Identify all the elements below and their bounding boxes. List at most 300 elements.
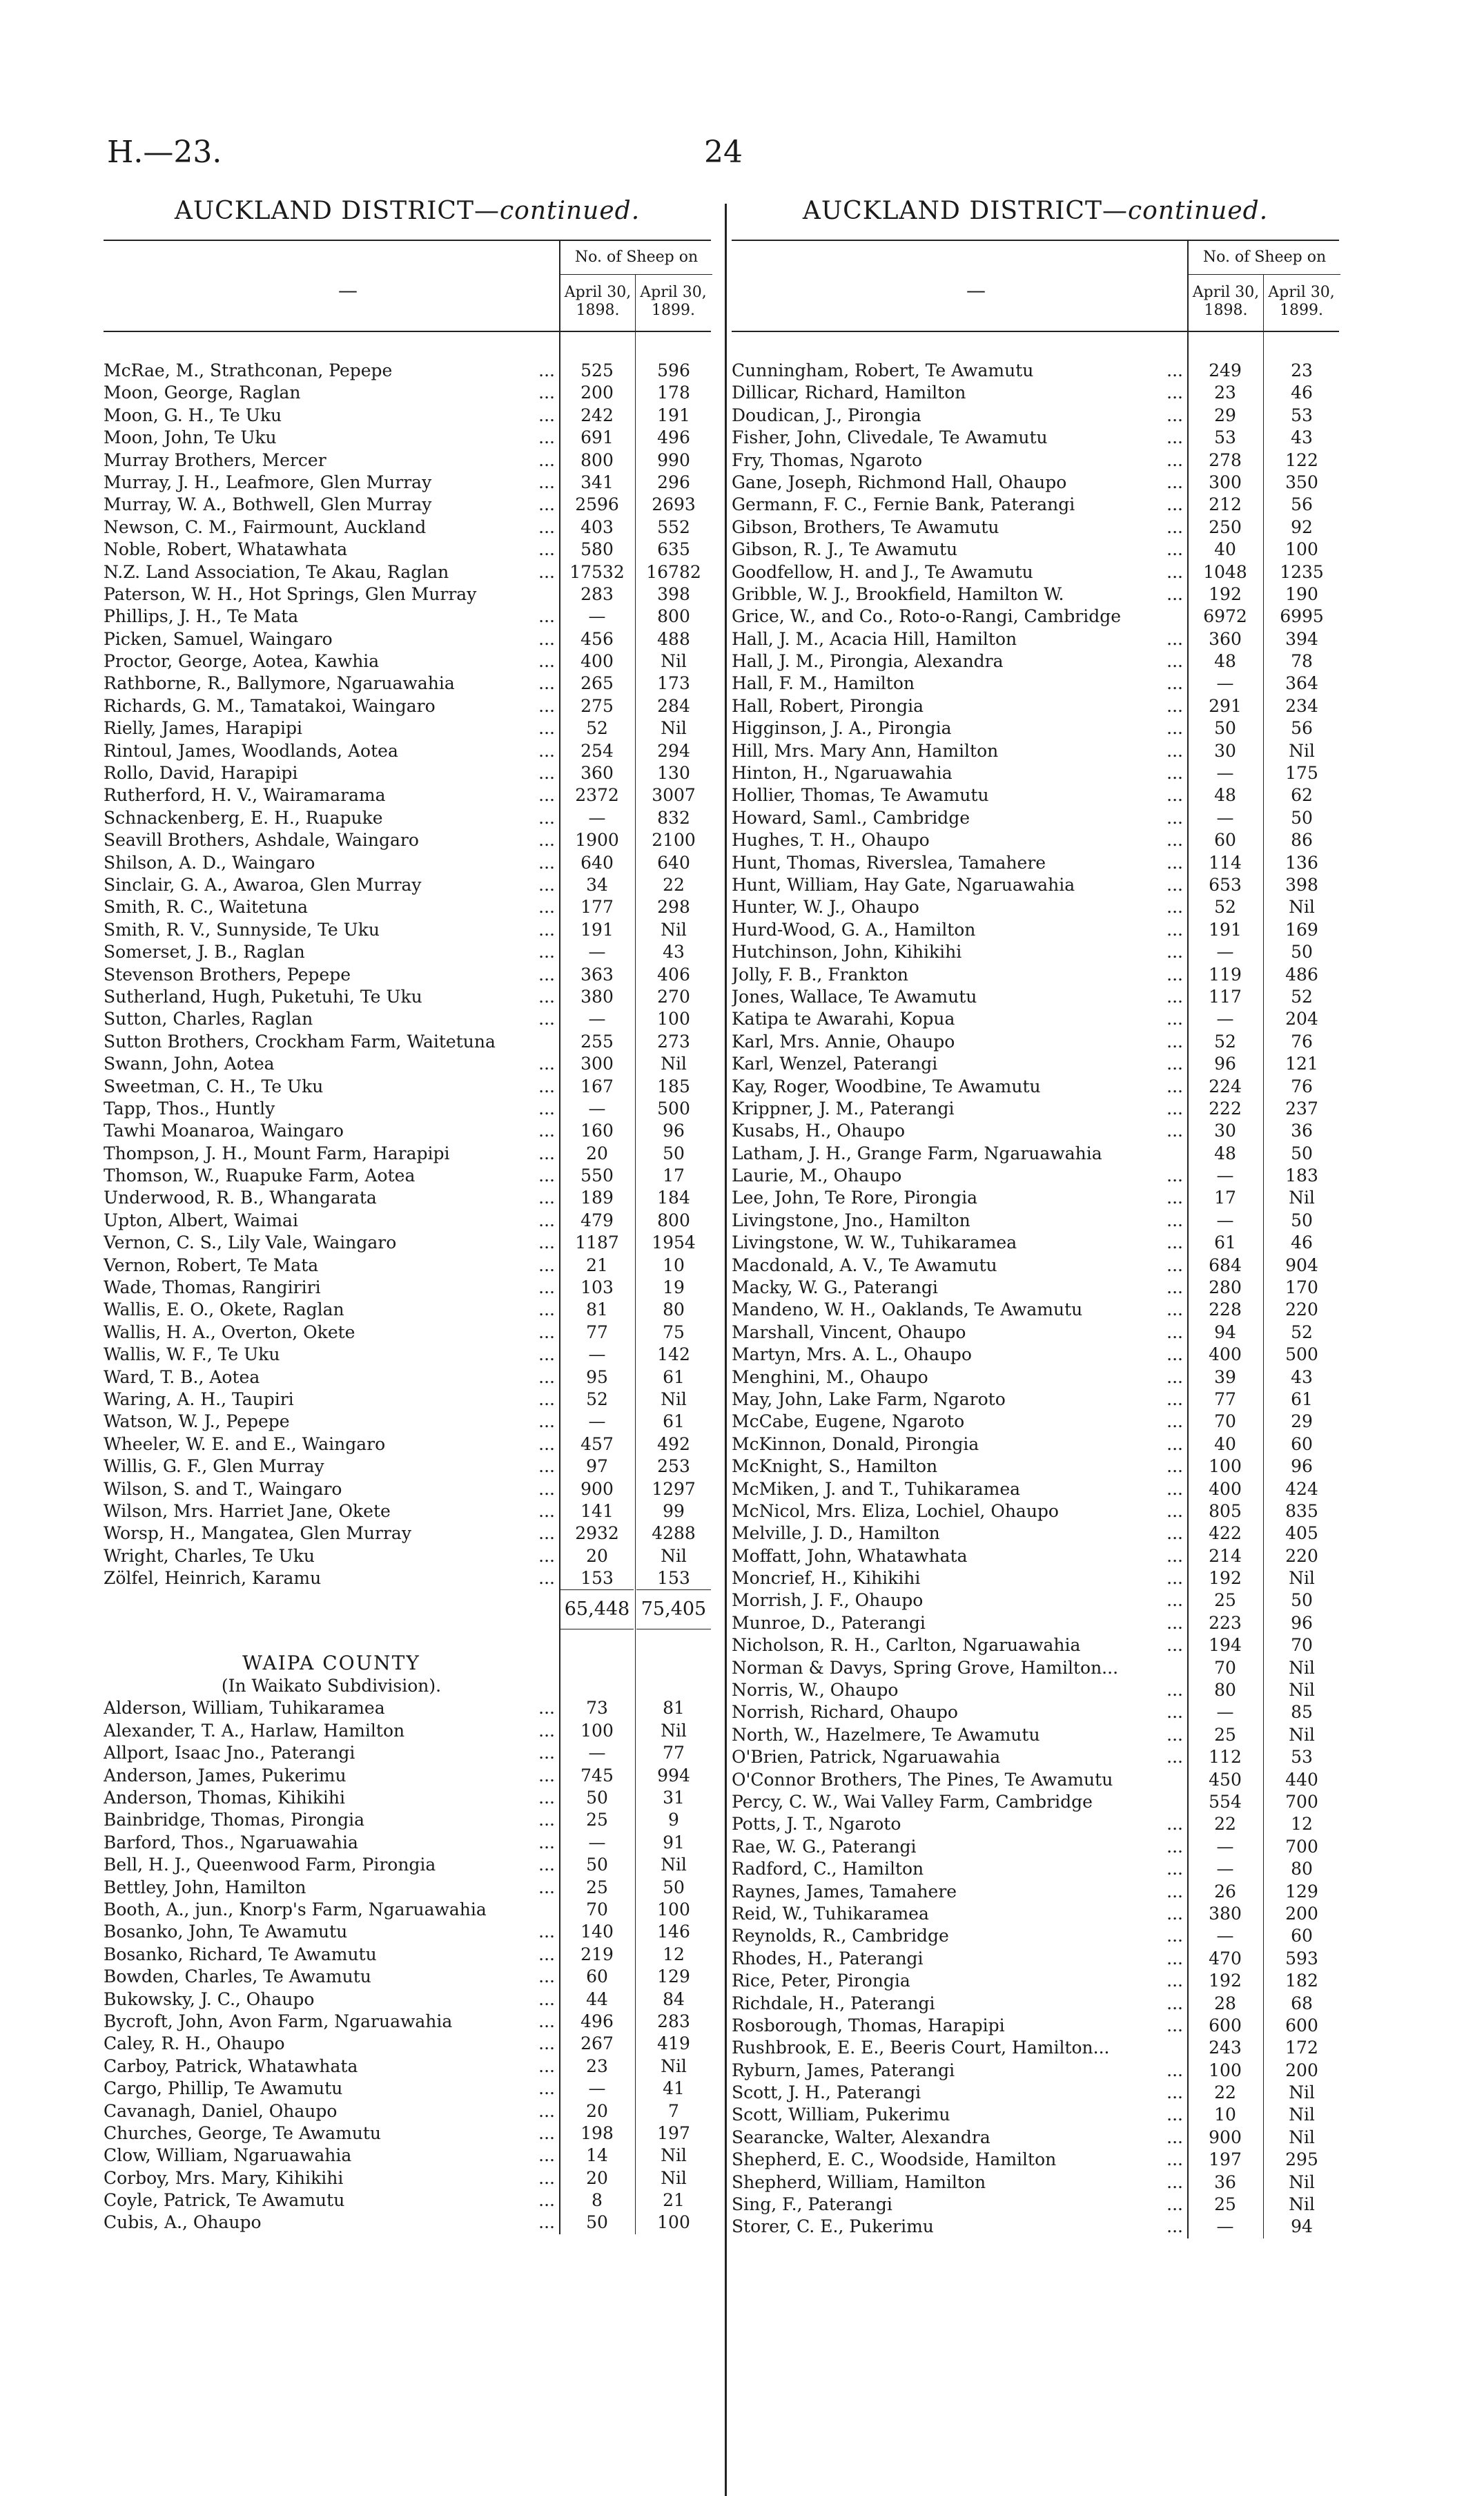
sheep-1898: 40 [1214,539,1236,560]
sheep-1898: 34 [586,874,608,895]
table-row [732,1769,1339,1791]
owner-name: Bell, H. J., Queenwood Farm, Pirongia [104,1855,436,1875]
owner-name: Ryburn, James, Paterangi [732,2060,955,2080]
owner-name: Ward, T. B., Aotea [104,1366,260,1387]
sheep-1899: Nil [661,919,687,940]
sheep-1899: 294 [657,740,690,761]
table-row [104,2145,711,2167]
leader-dots: ... [538,1832,555,1852]
leader-dots: ... [1166,942,1183,962]
leader-dots: ... [538,1143,555,1163]
sheep-1899: 53 [1291,1747,1313,1768]
sheep-1898: 198 [580,2122,614,2143]
sheep-1898: 8 [592,2190,603,2211]
sheep-1898: — [1216,2216,1234,2237]
table-row [104,1411,711,1433]
owner-name: Sweetman, C. H., Te Uku [104,1076,324,1096]
owner-name: Cavanagh, Daniel, Ohaupo [104,2100,338,2121]
owner-name: Bowden, Charles, Te Awamutu [104,1966,371,1987]
leader-dots: ... [1166,1993,1183,2013]
table-row [732,1120,1339,1142]
sheep-1899: Nil [661,1545,687,1566]
leader-dots: ... [1166,1568,1183,1589]
sheep-1898: 192 [1209,1568,1242,1589]
sheep-1898: 191 [1209,919,1242,940]
owner-name: Somerset, J. B., Raglan [104,942,305,962]
table-row [732,1187,1339,1209]
sheep-1899: 92 [1291,516,1313,537]
leader-dots: ... [538,606,555,627]
page-number: 24 [704,135,743,170]
owner-name: Wallis, H. A., Overton, Okete [104,1322,355,1342]
leader-dots: ... [1166,874,1183,895]
owner-name: Hollier, Thomas, Te Awamutu [732,785,989,806]
table-row [732,1679,1339,1701]
leader-dots: ... [1166,1411,1183,1432]
leader-dots: ... [1166,1680,1183,1701]
table-row [104,986,711,1008]
leader-dots: ... [538,2145,555,2166]
owner-name: Caley, R. H., Ohaupo [104,2033,285,2054]
sheep-1899: 81 [663,1698,685,1719]
sheep-1898: 17 [1214,1188,1236,1208]
table-row [732,1589,1339,1612]
sheep-1898: 25 [1214,1590,1236,1611]
sheep-1898: 48 [1214,1143,1236,1163]
owner-name: N.Z. Land Association, Te Akau, Raglan [104,561,449,582]
sheep-1899: 200 [1285,1903,1318,1924]
table-row [732,986,1339,1008]
sheep-1898: 684 [1209,1255,1242,1275]
table-row [732,1008,1339,1030]
leader-dots: ... [538,2190,555,2211]
leader-dots: ... [538,740,555,761]
owner-name: Hall, J. M., Pirongia, Alexandra [732,651,1004,672]
sheep-1898: 283 [580,583,614,604]
table-row [104,583,711,606]
sheep-1898: 25 [586,1810,608,1830]
table-row [732,673,1339,695]
table-row [732,740,1339,762]
sheep-1898: 496 [580,2011,614,2031]
sheep-1899: 172 [1285,2038,1318,2058]
leader-dots: ... [1166,1121,1183,1141]
leader-dots: ... [1166,1881,1183,1902]
sheep-1899: Nil [661,1855,687,1875]
sheep-1899: 50 [1291,1143,1313,1163]
sheep-1899: 100 [657,2212,690,2233]
table-row [732,1634,1339,1656]
sheep-1898: 212 [1209,494,1242,515]
owner-name: North, W., Hazelmere, Te Awamutu [732,1724,1040,1745]
sheep-1899: 62 [1291,785,1313,806]
table-row [104,1455,711,1478]
owner-name: Wade, Thomas, Rangiriri [104,1277,321,1298]
owner-name: Scott, William, Pukerimu [732,2105,950,2125]
owner-name: Hughes, T. H., Ohaupo [732,830,930,851]
leader-dots: ... [538,942,555,962]
table-row [732,2194,1339,2216]
leader-dots: ... [538,1500,555,1521]
table-row [732,1277,1339,1299]
owner-name: Laurie, M., Ohaupo [732,1165,902,1186]
leader-dots: ... [538,1009,555,1029]
sheep-1899: 43 [1291,427,1313,448]
owner-name: Moon, George, Raglan [104,383,301,403]
sheep-1898: 479 [580,1210,614,1230]
leader-dots: ... [1166,405,1183,425]
owner-name: Vernon, C. S., Lily Vale, Waingaro [104,1232,397,1253]
owner-name: Richdale, H., Paterangi [732,1993,935,2013]
sheep-1898: 470 [1209,1948,1242,1968]
table-row [104,1210,711,1232]
leader-dots: ... [1166,785,1183,806]
sheep-1899: 220 [1285,1545,1318,1566]
sheep-1898: 70 [586,1899,608,1919]
sheep-1898: 73 [586,1698,608,1719]
sheep-1899: 142 [657,1344,690,1365]
sheep-1899: Nil [1289,2105,1315,2125]
owner-name: Sutton, Charles, Raglan [104,1009,313,1029]
sheep-1898: 805 [1209,1500,1242,1521]
leader-dots: ... [1166,2082,1183,2103]
owner-name: Fry, Thomas, Ngaroto [732,449,923,470]
sheep-1899: 75 [663,1322,685,1342]
table-row [104,1522,711,1545]
leader-dots: ... [538,1277,555,1298]
owner-name: McNicol, Mrs. Eliza, Lochiel, Ohaupo [732,1500,1059,1521]
april-1898-header: April 30, 1898. [1187,274,1263,331]
sheep-1898: 53 [1214,427,1236,448]
owner-name: Karl, Mrs. Annie, Ohaupo [732,1031,955,1052]
sheep-1898: 112 [1209,1747,1242,1768]
table-row [732,1411,1339,1433]
table-row [104,2167,711,2189]
owner-name: Rae, W. G., Paterangi [732,1836,917,1857]
sheep-1898: 117 [1209,986,1242,1007]
sheep-1899: 129 [1285,1881,1318,1902]
leader-dots: ... [1166,852,1183,873]
owner-name: Wallis, E. O., Okete, Raglan [104,1299,344,1320]
sheep-1898: 30 [1214,740,1236,761]
sheep-1899: 91 [663,1832,685,1852]
table-row [732,695,1339,717]
sheep-1899: Nil [661,718,687,739]
table-row [732,762,1339,784]
owner-name: Menghini, M., Ohaupo [732,1366,928,1387]
sheep-1898: 81 [586,1299,608,1320]
table-row [104,606,711,628]
owner-name: Marshall, Vincent, Ohaupo [732,1322,966,1342]
sheep-1898: — [1216,1926,1234,1946]
sheep-1898: — [588,807,606,828]
table-row [732,1545,1339,1567]
owner-name: Allport, Isaac Jno., Paterangi [104,1743,355,1763]
sheep-1899: 204 [1285,1009,1318,1029]
table-row [104,1277,711,1299]
leader-dots: ... [1166,1635,1183,1656]
sheep-1898: 214 [1209,1545,1242,1566]
page-reference: H.—23. [107,135,222,170]
leader-dots: ... [538,673,555,694]
owner-name: Hall, F. M., Hamilton [732,673,915,694]
sheep-1899: 16782 [646,561,701,582]
sheep-1899: 21 [663,2190,685,2211]
leader-dots: ... [1166,1702,1183,1723]
sheep-1898: — [1216,1836,1234,1857]
table-row [104,1854,711,1876]
sheep-1899: 175 [1285,763,1318,784]
sheep-1899: 36 [1291,1121,1313,1141]
owner-name: Wilson, Mrs. Harriet Jane, Okete [104,1500,391,1521]
owner-name: McKnight, S., Hamilton [732,1456,938,1477]
leader-dots: ... [538,2212,555,2233]
table-row [732,964,1339,986]
owner-name: Hinton, H., Ngaruawahia [732,763,953,784]
leader-dots: ... [538,1165,555,1186]
right-column [732,197,1339,2238]
right-table-body [732,332,1339,2238]
leader-dots: ... [538,1698,555,1719]
leader-dots: ... [538,1743,555,1763]
table-row [104,919,711,941]
sheep-1899: 800 [657,1210,690,1230]
sheep-1899: 2693 [652,494,696,515]
sheep-1898: 265 [580,673,614,694]
leader-dots: ... [538,830,555,851]
owner-name: Rice, Peter, Pirongia [732,1971,910,1991]
sheep-1899: Nil [661,2145,687,2166]
leader-dots: ... [538,1322,555,1342]
owner-name: McCabe, Eugene, Ngaroto [732,1411,965,1432]
leader-dots: ... [538,472,555,492]
sheep-1899: 23 [1291,360,1313,380]
name-column-header: — [966,279,986,302]
table-row [732,1813,1339,1835]
owner-name: Hill, Mrs. Mary Ann, Hamilton [732,740,999,761]
table-row [732,1612,1339,1634]
owner-name: Krippner, J. M., Paterangi [732,1098,955,1119]
table-row [732,1858,1339,1880]
sheep-1898: 167 [580,1076,614,1096]
owner-name: Sutton Brothers, Crockham Farm, Waitetuna [104,1031,496,1052]
table-row [732,1455,1339,1478]
owner-name: Percy, C. W., Wai Valley Farm, Cambridge [732,1792,1093,1812]
sheep-1898: 141 [580,1500,614,1521]
table-row [104,762,711,784]
sheep-1899: 184 [657,1188,690,1208]
owner-name: Livingstone, W. W., Tuhikaramea [732,1232,1017,1253]
sheep-1899: Nil [661,651,687,672]
table-row [104,650,711,673]
table-row [732,874,1339,896]
sheep-1899: 129 [657,1966,690,1987]
sheep-1899: 197 [657,2122,690,2143]
april-1899-header: April 30, 1899. [1263,274,1339,331]
sheep-1899: 800 [657,606,690,627]
leader-dots: ... [538,561,555,582]
sheep-1899: 3007 [652,785,696,806]
sheep-1899: 22 [663,874,685,895]
sheep-1899: 170 [1285,1277,1318,1298]
leader-dots: ... [1166,2015,1183,2035]
leader-dots: ... [538,1366,555,1387]
table-row [732,1344,1339,1366]
leader-dots: ... [1166,1836,1183,1857]
table-row [732,2060,1339,2082]
sheep-1898: 61 [1214,1232,1236,1253]
sheep-1898: 20 [586,2167,608,2188]
table-row [104,1008,711,1030]
sheep-1899: 200 [1285,2060,1318,2080]
table-row [104,1187,711,1209]
sheep-1898: — [588,1344,606,1365]
table-row [732,1903,1339,1925]
table-row [104,1255,711,1277]
sheep-1899: Nil [1289,2127,1315,2147]
leader-dots: ... [538,1098,555,1119]
sheep-1899: 52 [1291,1322,1313,1342]
owner-name: Bettley, John, Hamilton [104,1877,306,1897]
sheep-1899: 60 [1291,1433,1313,1454]
leader-dots: ... [1166,986,1183,1007]
owner-name: Doudican, J., Pirongia [732,405,921,425]
sheep-1898: 400 [580,651,614,672]
sheep-1899: 298 [657,897,690,918]
sheep-1898: 300 [1209,472,1242,492]
table-row [732,784,1339,806]
sheep-1899: 99 [663,1500,685,1521]
owner-name: Karl, Wenzel, Paterangi [732,1054,938,1074]
sheep-1899: 61 [663,1366,685,1387]
owner-name: Rathborne, R., Ballymore, Ngaruawahia [104,673,455,694]
sheep-1899: 31 [663,1788,685,1808]
leader-dots: ... [538,1765,555,1786]
table-row [104,829,711,851]
sheep-1898: 363 [580,964,614,985]
leader-dots: ... [538,1523,555,1544]
sheep-1899: 191 [657,405,690,425]
sheep-1899: 4288 [652,1523,696,1544]
leader-dots: ... [1166,740,1183,761]
sheep-1898: 219 [580,1944,614,1964]
leader-dots: ... [538,1411,555,1432]
sheep-1898: 403 [580,516,614,537]
sheep-1898: 900 [1209,2127,1242,2147]
table-row [104,1742,711,1764]
sheep-1899: 96 [1291,1612,1313,1633]
table-row [104,516,711,539]
sheep-1898: 192 [1209,1971,1242,1991]
table-row [104,1567,711,1589]
sheep-1899: 19 [663,1277,685,1298]
leader-dots: ... [1166,516,1183,537]
leader-dots: ... [538,919,555,940]
table-row [104,427,711,449]
sheep-1898: 600 [1209,2015,1242,2035]
table-row [104,1500,711,1522]
owner-name: Munroe, D., Paterangi [732,1612,926,1633]
leader-dots: ... [1166,1747,1183,1768]
leader-dots: ... [1166,2216,1183,2237]
sheep-1899: 270 [657,986,690,1007]
sheep-1899: 169 [1285,919,1318,940]
table-row [732,1478,1339,1500]
sheep-1899: 10 [663,1255,685,1275]
sheep-1899: 50 [1291,1590,1313,1611]
sheep-1898: 191 [580,919,614,940]
owner-name: Swann, John, Aotea [104,1054,275,1074]
table-row [732,1210,1339,1232]
table-row [104,1366,711,1389]
table-row [732,2015,1339,2037]
owner-name: Tapp, Thos., Huntly [104,1098,275,1119]
owner-name: Murray Brothers, Mercer [104,449,326,470]
sheep-1899: 12 [663,1944,685,1964]
sheep-1898: 23 [1214,383,1236,403]
sheep-1898: 255 [580,1031,614,1052]
sheep-1899: Nil [1289,897,1315,918]
sheep-1899: 596 [657,360,690,380]
sheep-1899: 43 [1291,1366,1313,1387]
sheep-1898: 243 [1209,2038,1242,2058]
table-row [732,561,1339,583]
april-1898-header: April 30, 1898. [559,274,635,331]
owner-name: Martyn, Mrs. A. L., Ohaupo [732,1344,972,1365]
sheep-1898: 280 [1209,1277,1242,1298]
table-row [732,1836,1339,1858]
sheep-1899: 85 [1291,1702,1313,1723]
table-row [104,1120,711,1142]
table-row [104,1053,711,1075]
sheep-1898: — [588,1411,606,1432]
sheep-1898: 94 [1214,1322,1236,1342]
sheep-1899: 77 [663,1743,685,1763]
table-row [732,852,1339,874]
leader-dots: ... [538,1810,555,1830]
sheep-1898: 2596 [575,494,619,515]
sheep-1899: 405 [1285,1523,1318,1544]
leader-dots: ... [538,1855,555,1875]
leader-dots: ... [538,1456,555,1477]
name-column-header: — [338,279,358,302]
leader-dots: ... [538,2122,555,2143]
sheep-1898: 30 [1214,1121,1236,1141]
sheep-1898: 2932 [575,1523,619,1544]
sheep-1899: 700 [1285,1792,1318,1812]
table-row [104,2033,711,2055]
total-1899: 75,405 [636,1589,711,1629]
sheep-1898: 50 [1214,718,1236,739]
owner-name: Bosanko, Richard, Te Awamutu [104,1944,377,1964]
owner-name: Murray, W. A., Bothwell, Glen Murray [104,494,432,515]
leader-dots: ... [1166,1926,1183,1946]
leader-dots: ... [538,539,555,560]
leader-dots: ... [538,1210,555,1230]
sheep-1898: 200 [580,383,614,403]
leader-dots: ... [538,1389,555,1409]
leader-dots: ... [538,1788,555,1808]
owner-name: Waring, A. H., Taupiri [104,1389,294,1409]
owner-name: Noble, Robert, Whatawhata [104,539,348,560]
leader-dots: ... [538,1944,555,1964]
sheep-1898: 250 [1209,516,1242,537]
leader-dots: ... [1166,1903,1183,1924]
owner-name: Macdonald, A. V., Te Awamutu [732,1255,997,1275]
table-row [732,1053,1339,1075]
owner-name: Hall, J. M., Acacia Hill, Hamilton [732,628,1017,649]
sheep-1898: 20 [586,2100,608,2121]
